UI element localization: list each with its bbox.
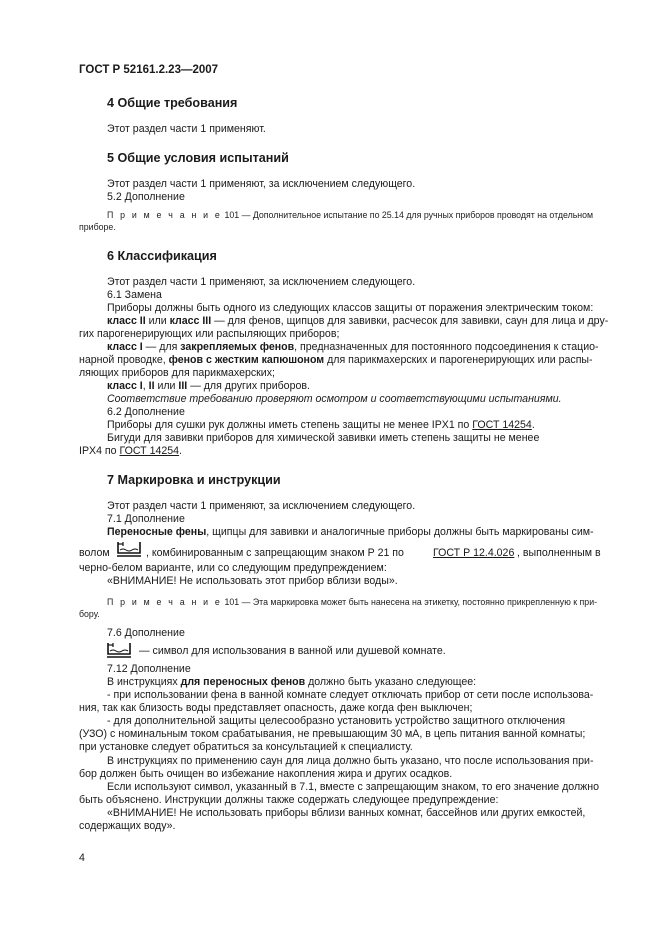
section-7-heading: 7 Маркировка и инструкции <box>107 473 281 487</box>
symbol-line-end: , выполненным в <box>517 547 601 559</box>
instruction-item-2-line3: при установке следует обратиться за консультацией к специалисту. <box>79 741 413 753</box>
text: — для <box>142 341 181 353</box>
section-4-text: Этот раздел части 1 применяют. <box>107 123 266 135</box>
subsection-6-1: 6.1 Замена <box>107 289 162 301</box>
page-number: 4 <box>79 852 85 864</box>
class-label: II <box>148 380 155 392</box>
class-label: класс III <box>169 315 212 327</box>
section-5-text: Этот раздел части 1 применяют, за исключением следующего. <box>107 178 416 190</box>
compliance-statement: Соответствие требованию проверяют осмотром и соответствующими испытаниями. <box>107 393 562 405</box>
subsection-6-2: 6.2 Дополнение <box>107 406 185 418</box>
symbol-description: — символ для использования в ванной или душевой комнате. <box>139 645 446 657</box>
text: — для фенов, щипцов для завивки, расчесок для завивки, саун для лица и дру- <box>211 315 609 327</box>
class-other-line <box>107 380 310 393</box>
text: или <box>145 315 170 327</box>
subsection-5-2: 5.2 Дополнение <box>107 191 185 203</box>
text: нарной проводке, <box>79 354 169 366</box>
instruction-item-2-line1: - для дополнительной защиты целесообразно установить устройство защитного отключения <box>107 715 566 727</box>
class-label: класс I <box>107 341 143 353</box>
gost-14254-link[interactable]: ГОСТ 14254 <box>472 419 532 431</box>
section-5-note-line2: приборе. <box>79 222 116 232</box>
document-header: ГОСТ Р 52161.2.23—2007 <box>79 64 219 76</box>
symbol-line-start: волом <box>79 547 110 559</box>
section-6-text: Этот раздел части 1 применяют, за исключением следующего. <box>107 276 416 288</box>
sauna-line2: бор должен быть очищен во избежание накопления жира и других осадков. <box>79 768 453 780</box>
bold-term: фенов с жестким капюшоном <box>168 354 325 366</box>
text: , предназначенных для постоянного подсоединения к стацио- <box>294 341 599 353</box>
warning-2-line2: содержащих воду». <box>79 820 176 832</box>
text: — для других приборов. <box>187 380 310 392</box>
section-7-note-line1 <box>107 597 597 608</box>
section-5-heading: 5 Общие условия испытаний <box>107 151 289 165</box>
gost-12-4-026-link[interactable]: ГОСТ Р 12.4.026 <box>433 547 515 559</box>
class-1-line2 <box>79 354 593 367</box>
curlers-line2 <box>79 445 182 458</box>
instruction-item-2-line2: (УЗО) с номинальным током срабатывания, не превышающим 30 мА, в цепь питания ванной комнаты; <box>79 728 586 740</box>
class-label: класс II <box>107 315 146 327</box>
class-1-line3: ляющих приборов для парикмахерских; <box>79 367 275 379</box>
bold-term: Переносные фены <box>107 526 207 538</box>
bold-term: закрепляемых фенов <box>180 341 295 353</box>
instructions-intro <box>107 676 476 689</box>
sauna-line1: В инструкциях по применению саун для лица должно быть указано, что после использования при- <box>107 755 594 767</box>
section-6-heading: 6 Классификация <box>107 249 217 263</box>
text: . <box>531 419 535 431</box>
bold-term: для переносных фенов <box>180 676 306 688</box>
instruction-item-1-line1: - при использовании фена в ванной комнате следует отключать прибор от сети после использова- <box>107 689 594 701</box>
black-white-line: черно-белом варианте, или со следующим предупреждением: <box>79 562 387 574</box>
subsection-7-12: 7.12 Дополнение <box>107 663 191 675</box>
symbol-explain-line1: Если используют символ, указанный в 7.1, вместе с запрещающим знаком, то его значение должно <box>107 781 599 793</box>
symbol-explain-line2: быть объяснено. Инструкции должны также содержать следующее предупреждение: <box>79 794 499 806</box>
note-label: П р и м е ч а н и е <box>107 210 223 220</box>
class-label: III <box>178 380 188 392</box>
subsection-7-1: 7.1 Дополнение <box>107 513 185 525</box>
section-6-classes-intro: Приборы должны быть одного из следующих классов защиты от поражения электрическим током: <box>107 302 594 314</box>
class-2-3-line2: гих парогенерирующих или распыляющих приборов; <box>79 328 340 340</box>
text: В инструкциях <box>107 676 181 688</box>
class-1-line1 <box>107 341 599 354</box>
class-label: класс I <box>107 380 143 392</box>
note-text: 101 — Эта маркировка может быть нанесена на этикетку, постоянно прикрепленную к при- <box>222 597 598 607</box>
text: , щипцы для завивки и аналогичные приборы должны быть маркированы сим- <box>206 526 594 538</box>
note-label: П р и м е ч а н и е <box>107 597 223 607</box>
text: или <box>154 380 179 392</box>
section-4-heading: 4 Общие требования <box>107 96 238 110</box>
text: Приборы для сушки рук должны иметь степень защиты не менее IPX1 по <box>107 419 473 431</box>
bath-shower-symbol-icon <box>104 639 134 661</box>
text: для парикмахерских и парогенерирующих или распы- <box>324 354 593 366</box>
curlers-line1: Бигуди для завивки приборов для химической завивки иметь степень защиты не менее <box>107 432 540 444</box>
text: . <box>179 445 182 457</box>
class-2-3-line1 <box>107 315 608 328</box>
text: должно быть указано следующее: <box>305 676 477 688</box>
warning-1: «ВНИМАНИЕ! Не использовать этот прибор вблизи воды». <box>107 575 398 587</box>
warning-2-line1: «ВНИМАНИЕ! Не использовать приборы вблизи ванных комнат, бассейнов или других емкостей, <box>107 807 586 819</box>
bath-shower-icon <box>114 538 144 560</box>
section-7-text: Этот раздел части 1 применяют, за исключением следующего. <box>107 500 416 512</box>
section-7-note-line2: бору. <box>79 609 100 619</box>
gost-14254-link[interactable]: ГОСТ 14254 <box>119 445 180 457</box>
hand-dryers-line <box>107 419 535 432</box>
subsection-7-6: 7.6 Дополнение <box>107 627 185 639</box>
hair-dryers-marking-line1 <box>107 526 594 539</box>
section-5-note-line1 <box>107 210 593 221</box>
note-text: 101 — Дополнительное испытание по 25.14 для ручных приборов проводят на отдельном <box>222 210 594 220</box>
instruction-item-1-line2: ния, так как близость воды представляет опасность, даже когда фен выключен; <box>79 702 473 714</box>
text: IPX4 по <box>79 445 120 457</box>
symbol-line-mid: , комбинированным с запрещающим знаком Р 21 по <box>146 547 404 559</box>
text: , <box>142 380 149 392</box>
